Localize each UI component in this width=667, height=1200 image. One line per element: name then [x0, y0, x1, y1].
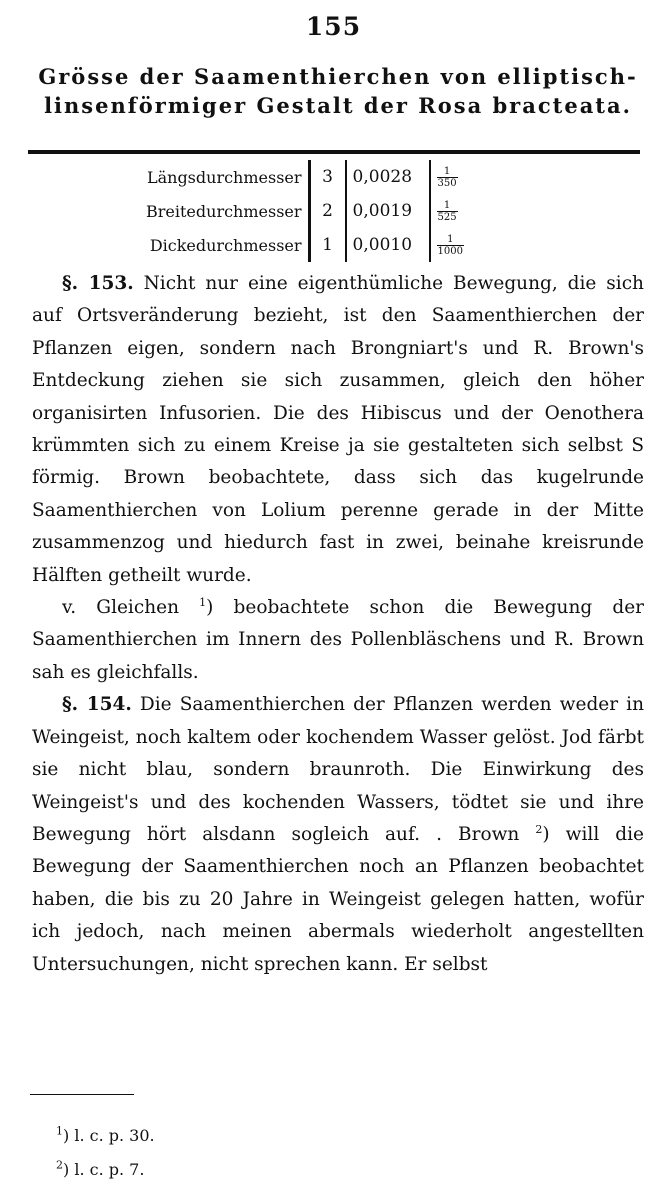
footnote-mark: 1 [56, 1124, 63, 1138]
fraction-numerator: 1 [443, 199, 451, 211]
paragraph-text: Nicht nur eine eigenthümliche Bewegung, die sich auf Ortsveränderung bezieht, ist den Saamenthierchen der Pflanzen eigen, sondern nach Brongniart's und R. Brown's Entdeckung ziehen sie sich zusammen, gleich den höher organisirten Infusorien. Die des Hibiscus und der Oenothera krümmten sich zu einem Kreise ja sie gestalteten sich selbst S förmig. Brown beobachtete, dass sich das kugelrunde Saamenthierchen von Lolium perenne gerade in der Mitte zusammenzog und hiedurch fast in zwei, beinahe kreisrunde Hälften getheilt wurde. [32, 273, 644, 586]
table-row [140, 228, 499, 262]
paragraph-gleichen [32, 592, 644, 689]
paragraph-text: ) beobachtete schon die Bewegung der Saamenthierchen im Innern des Pollenbläschens und R. Brown sah es gleichfalls. [32, 597, 644, 683]
row-count: 1 [309, 228, 346, 262]
row-value: 0,0028 [346, 160, 430, 194]
paragraph-text: Die Saamenthierchen der Pflanzen werden weder in Weingeist, noch kaltem oder kochendem Wasser gelöst. Jod färbt sie nicht blau, sondern braunroth. Die Einwirkung des Weingeist's und des kochenden Wassers, tödtet sie und ihre Bewegung hört alsdann sogleich auf. . Brown [32, 694, 645, 845]
title-rule [28, 150, 640, 154]
footnote-reference: 2 [535, 822, 543, 836]
footnote-mark: 2 [56, 1158, 63, 1172]
paragraph-text: v. Gleichen [62, 597, 200, 619]
footnote-text: ) l. c. p. 7. [63, 1160, 145, 1179]
row-label: Längsdurchmesser [140, 160, 309, 194]
paragraph-text: ) will die Bewegung der Saamenthierchen noch an Pflanzen beobachtet haben, die bis zu 20 Jahre in Weingeist gelegen hatten, wofür ich jedoch, nach meinen abermals wiederholt angestellten Untersuchungen, nicht sprechen kann. Er selbst [32, 823, 644, 975]
section-number: §. 153. [62, 273, 134, 294]
row-value: 0,0019 [346, 194, 430, 228]
row-label: Breitedurchmesser [140, 194, 309, 228]
paragraph-153 [32, 268, 644, 592]
footnote-text: ) l. c. p. 30. [63, 1126, 155, 1145]
row-count: 3 [309, 160, 346, 194]
fraction-numerator: 1 [447, 233, 454, 245]
footnote-reference: 1 [199, 595, 207, 609]
row-value: 0,0010 [346, 228, 430, 262]
row-count: 2 [309, 194, 346, 228]
fraction-denominator: 525 [437, 211, 457, 223]
paragraph-154 [32, 689, 644, 981]
section-title: Grösse der Saamenthierchen von elliptisch-linsenförmiger Gestalt der Rosa bracteata. [38, 64, 638, 118]
page-number: 155 [305, 12, 362, 41]
fraction-denominator: 350 [437, 177, 457, 189]
row-label: Dickedurchmesser [140, 228, 309, 262]
row-fraction [430, 194, 499, 228]
measurement-table [140, 160, 499, 262]
fraction-numerator: 1 [443, 165, 451, 177]
footnote [56, 1160, 144, 1179]
table-row [140, 160, 499, 194]
footnote-rule [30, 1094, 134, 1095]
fraction-denominator: 1000 [437, 245, 463, 257]
footnote [56, 1126, 155, 1145]
body-text [32, 268, 644, 981]
table-row [140, 194, 499, 228]
row-fraction [430, 228, 499, 262]
row-fraction [430, 160, 499, 194]
section-number: §. 154. [62, 694, 132, 716]
